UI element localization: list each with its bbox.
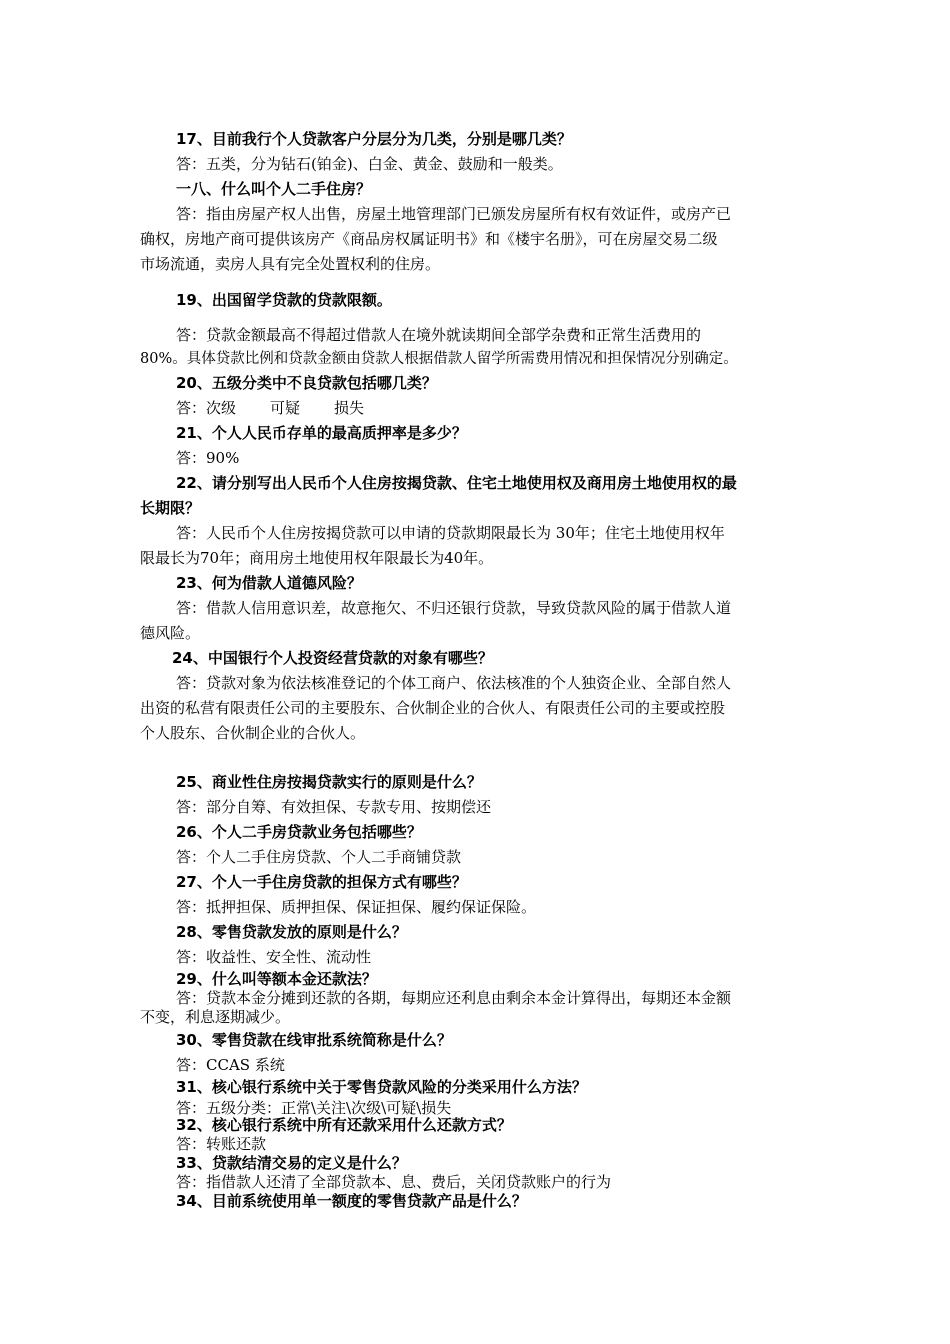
answer-20: [176, 397, 364, 418]
question-27: 27、个人一手住房贷款的担保方式有哪些？: [176, 873, 467, 891]
question-22-line-1: 22、请分别写出人民币个人住房按揭贷款、住宅土地使用权及商用房土地使用权的最: [176, 474, 737, 492]
answer-23-line-1: 答：借款人信用意识差，故意拖欠、不归还银行贷款，导致贷款风险的属于借款人道: [176, 599, 732, 617]
answer-21: 答：90%: [176, 449, 240, 467]
answer-28: 答：收益性、安全性、流动性: [176, 948, 372, 966]
answer-19-line-1: 答：贷款金额最高不得超过借款人在境外就读期间全部学杂费和正常生活费用的: [176, 326, 702, 344]
answer-22-line-2: 限最长为70年；商用房土地使用权年限最长为40年。: [140, 549, 494, 567]
question-32: 32、核心银行系统中所有还款采用什么还款方式？: [176, 1116, 512, 1134]
answer-30: 答：CCAS 系统: [176, 1056, 285, 1074]
question-31: 31、核心银行系统中关于零售贷款风险的分类采用什么方法？: [176, 1078, 587, 1096]
question-26: 26、个人二手房贷款业务包括哪些？: [176, 823, 422, 841]
answer-29-line-1: 答：贷款本金分摊到还款的各期，每期应还利息由剩余本金计算得出，每期还本金额: [176, 989, 732, 1007]
question-18: 一八、什么叫个人二手住房？: [176, 180, 372, 198]
answer-24-line-1: 答：贷款对象为依法核准登记的个体工商户、依法核准的个人独资企业、全部自然人: [176, 674, 732, 692]
answer-20-part-3: 损失: [334, 399, 365, 417]
answer-26: 答：个人二手住房贷款、个人二手商铺贷款: [176, 848, 462, 866]
question-33: 33、贷款结清交易的定义是什么？: [176, 1154, 407, 1172]
question-20: 20、五级分类中不良贷款包括哪几类？: [176, 374, 437, 392]
answer-20-part-1: 答：次级: [176, 399, 237, 417]
answer-23-line-2: 德风险。: [140, 624, 201, 642]
answer-17: 答：五类，分为钻石(铂金)、白金、黄金、鼓励和一般类。: [176, 155, 563, 173]
question-24: 24、中国银行个人投资经营贷款的对象有哪些？: [172, 649, 493, 667]
answer-24-line-2: 出资的私营有限责任公司的主要股东、合伙制企业的合伙人、有限责任公司的主要或控股: [140, 699, 726, 717]
question-21: 21、个人人民币存单的最高质押率是多少？: [176, 424, 467, 442]
answer-20-part-2: 可疑: [270, 399, 301, 417]
answer-27: 答：抵押担保、质押担保、保证担保、履约保证保险。: [176, 898, 537, 916]
answer-32: 答：转账还款: [176, 1135, 267, 1153]
answer-18-line-1: 答：指由房屋产权人出售，房屋土地管理部门已颁发房屋所有权有效证件，或房产已: [176, 205, 732, 223]
question-25: 25、商业性住房按揭贷款实行的原则是什么？: [176, 773, 482, 791]
answer-31: 答：五级分类：正常\关注\次级\可疑\损失: [176, 1099, 452, 1117]
question-34: 34、目前系统使用单一额度的零售贷款产品是什么？: [176, 1192, 527, 1210]
question-29: 29、什么叫等额本金还款法？: [176, 970, 377, 988]
question-22-line-2: 长期限？: [140, 499, 201, 517]
answer-25: 答：部分自筹、有效担保、专款专用、按期偿还: [176, 798, 492, 816]
question-28: 28、零售贷款发放的原则是什么？: [176, 923, 407, 941]
answer-33: 答：指借款人还清了全部贷款本、息、费后，关闭贷款账户的行为: [176, 1173, 612, 1191]
question-17: 17、目前我行个人贷款客户分层分为几类，分别是哪几类？: [176, 130, 572, 148]
question-23: 23、何为借款人道德风险？: [176, 574, 362, 592]
question-30: 30、零售贷款在线审批系统简称是什么？: [176, 1031, 452, 1049]
answer-24-line-3: 个人股东、合伙制企业的合伙人。: [140, 724, 366, 742]
answer-29-line-2: 不变，利息逐期减少。: [140, 1008, 291, 1026]
answer-18-line-2: 确权，房地产商可提供该房产《商品房权属证明书》和《楼宇名册》，可在房屋交易二级: [140, 230, 718, 248]
answer-22-line-1: 答：人民币个人住房按揭贷款可以申请的贷款期限最长为 30年；住宅土地使用权年: [176, 524, 725, 542]
answer-19-line-2: 80%。具体贷款比例和贷款金额由贷款人根据借款人留学所需费用情况和担保情况分别确定。: [140, 351, 738, 367]
question-19: 19、出国留学贷款的贷款限额。: [176, 291, 392, 309]
answer-18-line-3: 市场流通，卖房人具有完全处置权利的住房。: [140, 255, 441, 273]
